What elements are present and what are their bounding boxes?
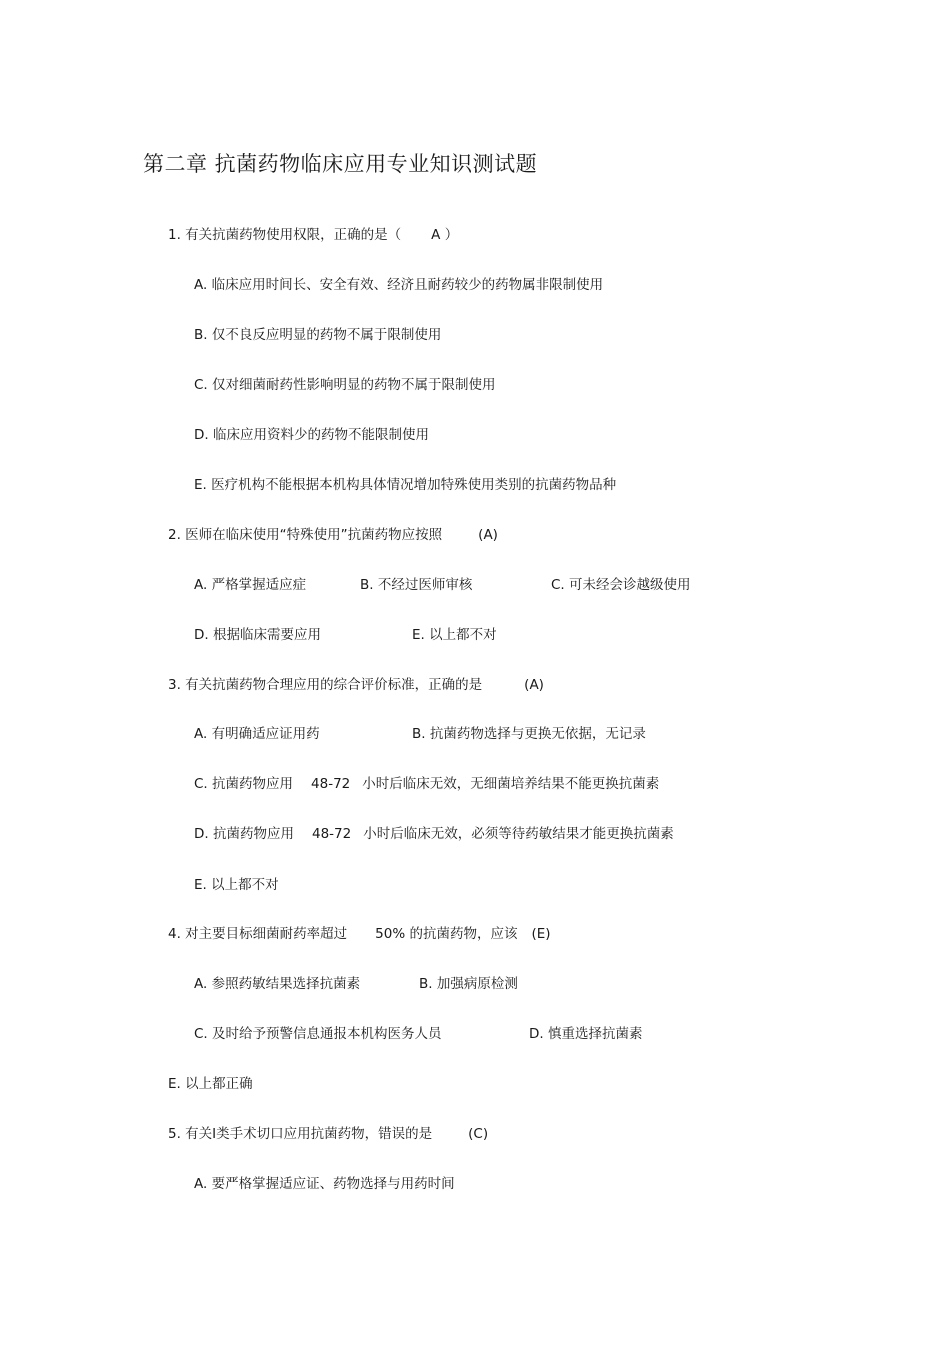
question-3-option-b: B. 抗菌药物选择与更换无依据，无记录 xyxy=(412,726,646,742)
question-2-option-a: A. 严格掌握适应症 xyxy=(194,577,307,593)
question-3-stem xyxy=(168,676,544,694)
question-3-option-e: E. 以上都不对 xyxy=(194,877,279,893)
question-1-option-b: B. 仅不良反应明显的药物不属于限制使用 xyxy=(194,327,442,343)
question-4-option-e: E. 以上都正确 xyxy=(168,1076,253,1092)
question-3-option-c-rest: 小时后临床无效，无细菌培养结果不能更换抗菌素 xyxy=(362,776,660,792)
question-2-option-c: C. 可未经会诊越级使用 xyxy=(551,577,691,593)
question-5-stem xyxy=(168,1125,488,1143)
question-2-option-d: D. 根据临床需要应用 xyxy=(194,627,321,643)
question-1-option-c: C. 仅对细菌耐药性影响明显的药物不属于限制使用 xyxy=(194,377,496,393)
question-4-option-d: D. 慎重选择抗菌素 xyxy=(529,1026,643,1042)
question-3-option-c-hours: 48-72 xyxy=(311,776,351,792)
question-1-stem xyxy=(168,226,458,244)
question-5-text: 5. 有关Ⅰ类手术切口应用抗菌药物，错误的是 xyxy=(168,1126,433,1142)
page-title: 第二章 抗菌药物临床应用专业知识测试题 xyxy=(143,152,538,176)
question-3-option-d-hours: 48-72 xyxy=(311,826,352,842)
question-3-option-c-text: C. 抗菌药物应用 xyxy=(194,776,294,792)
question-1-answer: A ） xyxy=(431,227,459,243)
question-2-answer: (A) xyxy=(478,527,498,543)
question-1-option-d: D. 临床应用资料少的药物不能限制使用 xyxy=(194,427,429,443)
question-3-option-d xyxy=(194,825,674,843)
question-2-option-b: B. 不经过医师审核 xyxy=(360,577,473,593)
question-3-option-d-rest: 小时后临床无效，必须等待药敏结果才能更换抗菌素 xyxy=(363,826,674,842)
question-4-option-a: A. 参照药敏结果选择抗菌素 xyxy=(194,976,361,992)
question-2-stem xyxy=(168,526,498,544)
question-3-option-d-text: D. 抗菌药物应用 xyxy=(194,826,294,842)
question-4-value: 50% 的抗菌药物，应该 xyxy=(375,926,518,942)
question-5-option-a: A. 要严格掌握适应证、药物选择与用药时间 xyxy=(194,1176,455,1192)
question-3-answer: (A) xyxy=(524,677,544,693)
question-2-option-e: E. 以上都不对 xyxy=(412,627,497,643)
question-4-option-c: C. 及时给予预警信息通报本机构医务人员 xyxy=(194,1026,442,1042)
question-2-text: 2. 医师在临床使用“特殊使用”抗菌药物应按照 xyxy=(168,527,443,543)
question-3-text: 3. 有关抗菌药物合理应用的综合评价标准，正确的是 xyxy=(168,677,483,693)
question-5-answer: (C) xyxy=(468,1126,489,1142)
question-4-answer: (E) xyxy=(531,926,551,942)
question-4-stem xyxy=(168,925,551,943)
question-1-option-e: E. 医疗机构不能根据本机构具体情况增加特殊使用类别的抗菌药物品种 xyxy=(194,477,617,493)
question-1-option-a: A. 临床应用时间长、安全有效、经济且耐药较少的药物属非限制使用 xyxy=(194,277,604,293)
question-3-option-a: A. 有明确适应证用药 xyxy=(194,726,320,742)
question-3-option-c xyxy=(194,775,659,793)
question-4-text: 4. 对主要目标细菌耐药率超过 xyxy=(168,926,348,942)
question-1-text: 1. 有关抗菌药物使用权限，正确的是（ xyxy=(168,227,402,243)
question-4-option-b: B. 加强病原检测 xyxy=(419,976,518,992)
